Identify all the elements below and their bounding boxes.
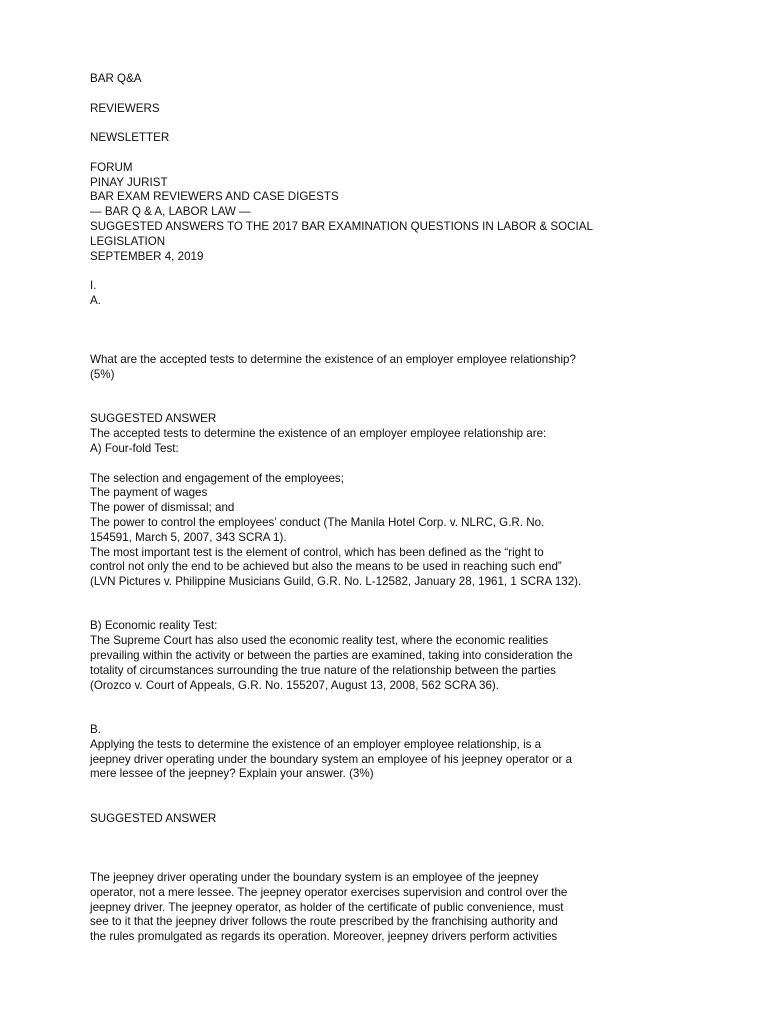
article-date: SEPTEMBER 4, 2019 [90,249,204,263]
control-test-text: control not only the end to be achieved but also the means to be used in reaching such end” [90,560,562,574]
question-a-label: A. [90,293,101,307]
fourfold-test-heading: A) Four-fold Test: [90,441,179,455]
answer-b-text: the rules promulgated as regards its operation. Moreover, jeepney drivers perform activities [90,930,558,944]
question-a-text-line2: (5%) [90,367,115,381]
nav-link-newsletter[interactable]: NEWSLETTER [90,131,170,145]
economic-reality-text: The Supreme Court has also used the economic reality test, where the economic realities [90,634,549,648]
answer-b-text: see to it that the jeepney driver follows the route prescribed by the franchising authority and [90,915,558,929]
question-a-text-line1: What are the accepted tests to determine the existence of an employer employee relationship? [90,353,576,367]
fourfold-item: The power of dismissal; and [90,501,235,515]
answer-b-heading: SUGGESTED ANSWER [90,811,217,825]
economic-reality-text: prevailing within the activity or between the parties are examined, taking into consideration the [90,649,573,663]
question-b-text: Applying the tests to determine the existence of an employer employee relationship, is a [90,737,542,751]
control-test-text: The most important test is the element of control, which has been defined as the “right to [90,545,544,559]
answer-b-text: operator, not a mere lessee. The jeepney operator exercises supervision and control over the [90,885,568,899]
question-b-label: B. [90,723,101,737]
site-name[interactable]: PINAY JURIST [90,175,168,189]
fourfold-item: The power to control the employees’ conduct (The Manila Hotel Corp. v. NLRC, G.R. No. [90,515,545,529]
answer-a-heading: SUGGESTED ANSWER [90,412,217,426]
nav-link-bar-qa[interactable]: BAR Q&A [90,72,142,85]
question-b-text: mere lessee of the jeepney? Explain your answer. (3%) [90,767,374,781]
fourfold-item: 154591, March 5, 2007, 343 SCRA 1). [90,530,287,544]
control-test-text: (LVN Pictures v. Philippine Musicians Guild, G.R. No. L-12582, January 28, 1961, 1 SCRA 132). [90,575,582,589]
economic-reality-heading: B) Economic reality Test: [90,619,218,633]
document-page [90,72,680,945]
answer-a-intro: The accepted tests to determine the existence of an employer employee relationship are: [90,427,547,441]
fourfold-item: The selection and engagement of the employees; [90,471,344,485]
answer-b-text: The jeepney driver operating under the boundary system is an employee of the jeepney [90,871,539,885]
nav-link-reviewers[interactable]: REVIEWERS [90,101,160,115]
fourfold-item: The payment of wages [90,486,208,500]
section-roman-numeral: I. [90,279,97,293]
question-b-text: jeepney driver operating under the boundary system an employee of his jeepney operator or a [90,752,573,766]
site-tagline: BAR EXAM REVIEWERS AND CASE DIGESTS [90,190,339,204]
economic-reality-text: (Orozco v. Court of Appeals, G.R. No. 155207, August 13, 2008, 562 SCRA 36). [90,678,500,692]
economic-reality-text: totality of circumstances surrounding the true nature of the relationship between the parties [90,663,556,677]
article-title-line1: SUGGESTED ANSWERS TO THE 2017 BAR EXAMINATION QUESTIONS IN LABOR & SOCIAL [90,219,593,233]
nav-link-forum[interactable]: FORUM [90,160,133,174]
answer-b-text: jeepney driver. The jeepney operator, as holder of the certificate of public convenience, must [90,900,564,914]
article-title-line2: LEGISLATION [90,234,166,248]
article-category[interactable]: — BAR Q & A, LABOR LAW — [90,205,251,219]
